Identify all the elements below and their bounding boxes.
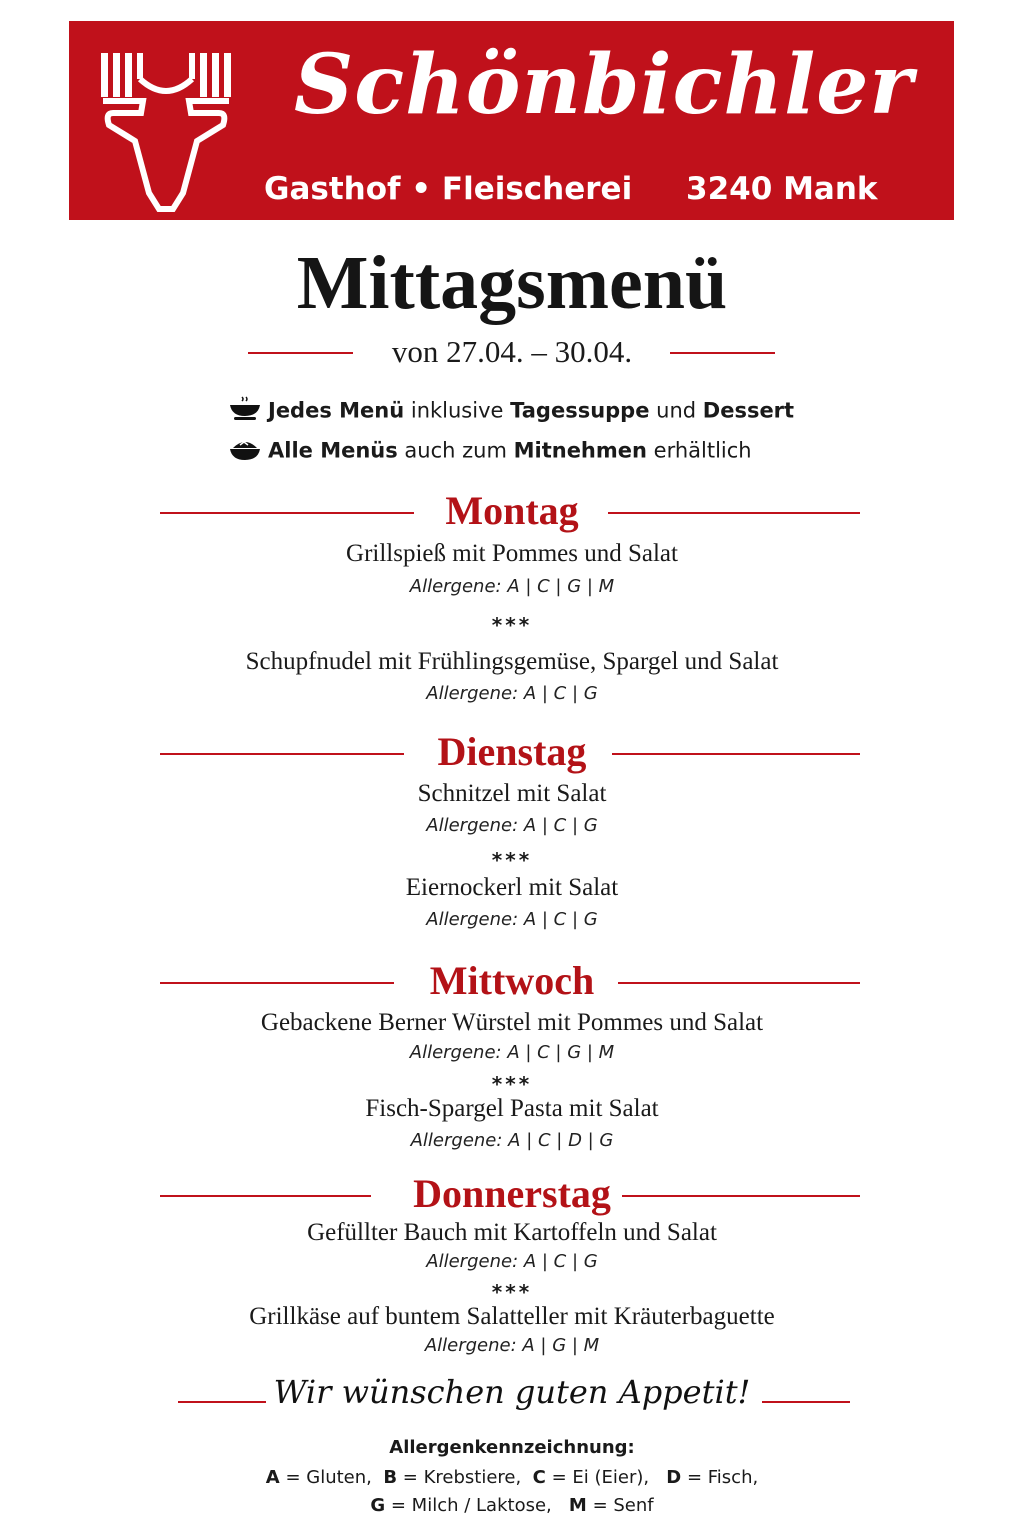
closing-message: Wir wünschen guten Appetit! xyxy=(273,1373,751,1411)
info-text: und xyxy=(649,398,703,423)
takeaway-bowl-icon xyxy=(228,436,268,467)
allergen-code: M xyxy=(568,1495,587,1516)
day-heading: Dienstag xyxy=(437,729,587,774)
allergen-code: D xyxy=(666,1467,682,1488)
info-text: inklusive xyxy=(404,398,511,423)
allergen-legend-heading: Allergenkennzeichnung: xyxy=(389,1437,635,1458)
dish-allergens: Allergene: A | C | G | M xyxy=(409,1042,615,1063)
allergen-meaning: = Gluten, xyxy=(279,1467,384,1488)
info-text: Dessert xyxy=(702,398,795,423)
dish-allergens: Allergene: A | C | D | G xyxy=(410,1130,614,1151)
day-heading: Montag xyxy=(445,488,579,533)
allergen-meaning: = Milch / Laktose, xyxy=(385,1495,569,1516)
allergen-legend-line xyxy=(0,1495,1024,1516)
info-takeaway xyxy=(228,436,752,467)
day-heading: Donnerstag xyxy=(413,1171,611,1216)
info-soup-dessert xyxy=(228,396,794,427)
brand-name: Schönbichler xyxy=(294,37,914,133)
dish-allergens: Allergene: A | C | G | M xyxy=(409,576,615,597)
allergen-code: A xyxy=(265,1467,280,1488)
allergen-code: B xyxy=(383,1467,398,1488)
dish-allergens: Allergene: A | C | G xyxy=(426,1251,598,1272)
business-type: Gasthof • Fleischerei xyxy=(264,171,633,207)
dish-separator: *** xyxy=(491,1280,533,1304)
dish-name: Schnitzel mit Salat xyxy=(417,780,607,807)
dish-name: Grillkäse auf buntem Salatteller mit Kräuterbaguette xyxy=(249,1303,775,1330)
allergen-meaning: = Krebstiere, xyxy=(397,1467,533,1488)
info-text: Alle Menüs xyxy=(268,438,398,463)
dish-separator: *** xyxy=(491,848,533,872)
header-banner xyxy=(69,21,954,220)
dish-allergens: Allergene: A | C | G xyxy=(426,683,598,704)
info-text: Jedes Menü xyxy=(268,398,405,423)
info-text: Mitnehmen xyxy=(513,438,647,463)
allergen-meaning: = Fisch, xyxy=(681,1467,759,1488)
day-heading: Mittwoch xyxy=(429,958,595,1003)
allergen-code: G xyxy=(370,1495,386,1516)
ornament-right xyxy=(762,1401,850,1403)
dish-separator: *** xyxy=(491,613,533,637)
location: 3240 Mank xyxy=(686,171,878,207)
dish-name: Schupfnudel mit Frühlingsgemüse, Spargel und Salat xyxy=(245,648,779,675)
info-text: erhältlich xyxy=(646,438,752,463)
dish-name: Gebackene Berner Würstel mit Pommes und Salat xyxy=(260,1009,764,1036)
dish-name: Gefüllter Bauch mit Kartoffeln und Salat xyxy=(307,1219,717,1246)
allergen-legend-line xyxy=(0,1467,1024,1488)
divider xyxy=(670,352,775,354)
allergen-meaning: = Senf xyxy=(586,1495,654,1516)
info-text: Tagessuppe xyxy=(510,398,650,423)
dish-allergens: Allergene: A | C | G xyxy=(426,909,598,930)
bull-head-fork-icon xyxy=(101,53,231,213)
soup-bowl-icon xyxy=(228,396,268,427)
page-title: Mittagsmenü xyxy=(296,241,728,325)
allergen-meaning: = Ei (Eier), xyxy=(545,1467,667,1488)
dish-allergens: Allergene: A | C | G xyxy=(426,815,598,836)
dish-name: Eiernockerl mit Salat xyxy=(405,874,619,901)
dish-name: Grillspieß mit Pommes und Salat xyxy=(346,540,678,567)
dish-name: Fisch-Spargel Pasta mit Salat xyxy=(365,1095,659,1122)
info-text: auch zum xyxy=(397,438,514,463)
dish-allergens: Allergene: A | G | M xyxy=(424,1335,600,1356)
allergen-code: C xyxy=(532,1467,546,1488)
dish-separator: *** xyxy=(491,1072,533,1096)
date-range: von 27.04. – 30.04. xyxy=(391,334,633,369)
